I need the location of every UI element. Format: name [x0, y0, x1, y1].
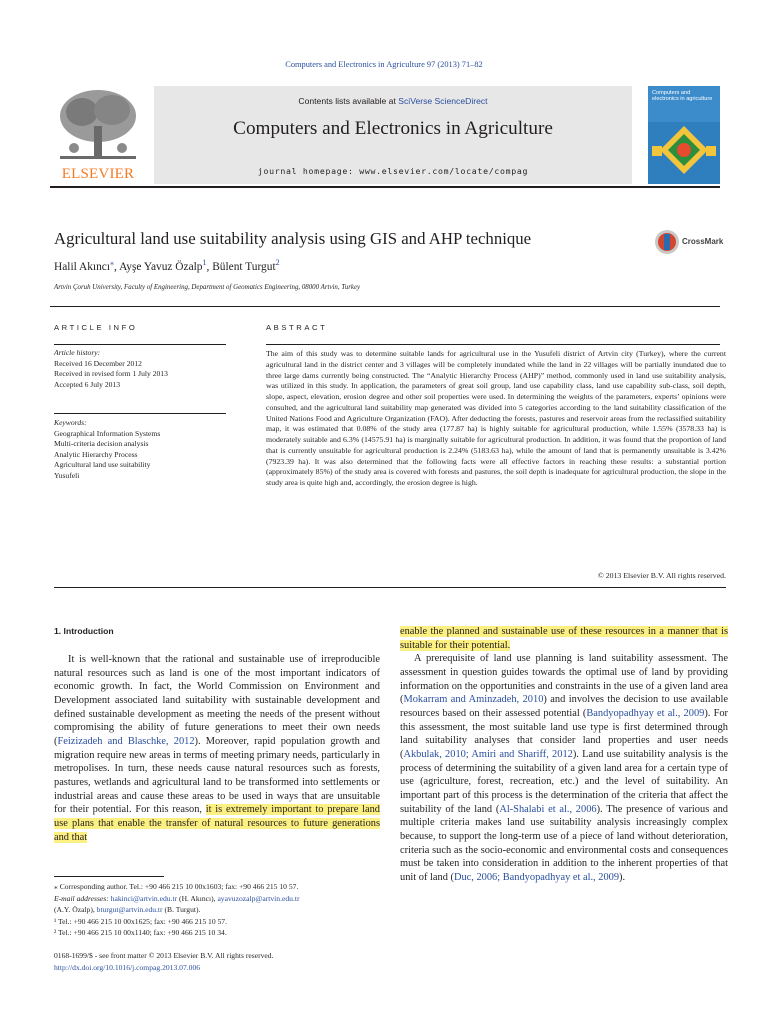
footnote-1: ¹ Tel.: +90 466 215 10 00x1625; fax: +90 466 215 10 57.: [54, 916, 228, 926]
history-label: Article history:: [54, 348, 101, 357]
author-mark[interactable]: 1: [202, 258, 207, 267]
crossmark-label: CrossMark: [682, 237, 724, 246]
journal-title: Computers and Electronics in Agriculture: [233, 118, 553, 139]
homepage-url[interactable]: www.elsevier.com/locate/compag: [359, 166, 529, 176]
author-name[interactable]: Bülent Turgut: [212, 260, 276, 273]
abstract-copyright: © 2013 Elsevier B.V. All rights reserved.: [597, 571, 726, 580]
body-text: ). Land use suitability analysis is the process of determining the suitability of a given land area for a certain type of use (agriculture, forest, recreation, etc.) and the level of suitability. An important part of this process is the determination of the criteria that affect the suitability of the land (: [400, 748, 728, 815]
sciencedirect-link[interactable]: SciVerse ScienceDirect: [398, 96, 488, 106]
citation-link[interactable]: Bandyopadhyay et al., 2009: [586, 707, 705, 719]
email-owner: (B. Turgut).: [162, 905, 201, 914]
keyword-item: Geographical Information Systems: [54, 428, 161, 438]
intro-left-column: [54, 653, 380, 844]
journal-homepage: [154, 166, 632, 176]
section-heading-introduction: 1. Introduction: [54, 626, 114, 636]
article-history: [54, 348, 228, 390]
highlighted-text[interactable]: it is extremely important to prepare land use plans that enable the transfer of natural resources to future generations and that: [54, 804, 380, 843]
history-item: Received 16 December 2012: [54, 358, 142, 368]
abstract-text: The aim of this study was to determine suitable lands for agricultural use in the Yusufeli district of Artvin city (Turkey), where the current agricultural land in the district center and 3 villages will be completely inundated while the land in 22 villages will be partially inundated due to three large dams currently being constructed. The “Analytic Hierarchy Process (AHP)” method, commonly used in land use suitability analysis, was utilized in this study. In application, the parameters of great soil group, land use capability class, land use capability sub-class, soil depth, slope, aspect, elevation, erosion degree and other soil properties were used. In determining the weights of the parameters, experts’ opinions were consulted, and the agricultural land suitability map generated was divided into 5 categories according to the land suitability classification of the United Nations Food and Agriculture Organization (FAO). After deducting the forests, pastures and reservoir areas from the reclassified suitability map, it was estimated that 0.08% of the study area (177.87 ha) is highly suitable for agricultural production, while 1.55% (3578.33 ha) is moderately suitable and 6.3% (14575.91 ha) is marginally suitable for agricultural production. In addition, it was found that the proportion of land that is currently unsuitable for agricultural production is 2.24% (5183.63 ha), while the amount of land that is permanently unsuitable is 3.42% (7923.39 ha). It was also determined that the following facts were all effective factors in reaching these results: a substantial portion (approximately 85%) of the study area is covered with forests and pastures, the soil depth is inadequate for agricultural production, the slope in the study area is quite high and, accordingly, the erosion degree is high.: [266, 349, 726, 487]
body-paragraph: [400, 652, 728, 884]
intro-right-column: [400, 625, 728, 884]
body-text: ). Moreover, rapid population growth and migration require new areas in terms of meeting primary needs, particularly in metropolises. In turn, these needs cause natural resources such as forests, pastures, wetlands and agricultural land to be transformed into settlements or industrial areas and cause these areas to be used in ways that are unsuitable for their potential. For this reason,: [54, 735, 380, 816]
abstract-bottom-rule: [54, 587, 726, 588]
author-mark[interactable]: ⁎: [110, 258, 114, 267]
contents-line: [154, 96, 632, 106]
body-text: ). For this assessment, the most suitable land use type is first determined through land suitability analyses that consider land properties and user needs (: [400, 707, 729, 760]
keyword-item: Multi-criteria decision analysis: [54, 439, 149, 449]
footnotes: [54, 881, 384, 939]
doi-link[interactable]: http://dx.doi.org/10.1016/j.compag.2013.07.006: [54, 962, 201, 972]
front-matter: [54, 950, 273, 973]
email-owner: (H. Akıncı),: [177, 893, 218, 903]
corresponding-author-note: ⁎ Corresponding author. Tel.: +90 466 215 10 00x1603; fax: +90 466 215 10 57.: [54, 882, 299, 891]
crossmark-badge[interactable]: [654, 229, 734, 257]
author-mark[interactable]: 2: [275, 258, 280, 267]
keyword-item: Analytic Hierarchy Process: [54, 449, 138, 459]
history-item: Accepted 6 July 2013: [54, 379, 121, 389]
citation-link[interactable]: Duc, 2006; Bandyopadhyay et al., 2009: [453, 871, 620, 883]
publisher-name: ELSEVIER: [61, 166, 135, 182]
body-text: ). The presence of various and multiple criteria makes land use suitability analysis increasingly complex because, to support the long-term use of a piece of land without deterioration, criteria such as the socio-economic and environmental costs and consequences must be taken into consideration in addition to the inherent properties of that unit of land (: [400, 803, 729, 883]
paper-title: Agricultural land use suitability analysis using GIS and AHP technique: [54, 229, 532, 248]
email-link[interactable]: bturgut@artvin.edu.tr: [96, 905, 163, 914]
keywords-label: Keywords:: [54, 418, 87, 427]
affiliation: Artvin Çoruh University, Faculty of Engineering, Department of Geomatics Engineering, 08000 Artvin, Turkey: [54, 284, 361, 291]
body-text: ) and involves the decision to use available resources based on their assessed potential (: [400, 694, 728, 719]
keyword-item: Agricultural land use suitability: [54, 460, 151, 470]
citation-link[interactable]: Feizizadeh and Blaschke, 2012: [57, 735, 195, 747]
author-name[interactable]: Halil Akıncı: [54, 260, 110, 273]
email-link[interactable]: ayavuzozalp@artvin.edu.tr: [217, 893, 300, 903]
journal-cover[interactable]: [648, 86, 720, 184]
header-rule: [50, 186, 720, 188]
cover-art-icon: [648, 86, 720, 184]
tree-icon: [50, 86, 146, 166]
email-label: E-mail addresses:: [54, 893, 111, 903]
article-info-heading: ARTICLE INFO: [54, 323, 138, 332]
issn-line: 0168-1699/$ - see front matter © 2013 Elsevier B.V. All rights reserved.: [54, 951, 274, 960]
citation-link[interactable]: Al-Shalabi et al., 2006: [499, 803, 597, 815]
crossmark-icon: [654, 229, 680, 255]
email-owner: (A.Y. Özalp),: [54, 905, 97, 914]
email-link[interactable]: hakinci@artvin.edu.tr: [110, 893, 178, 903]
email-note-cont: [54, 904, 384, 916]
citation-link[interactable]: Akbulak, 2010; Amiri and Shariff, 2012: [403, 748, 573, 760]
author-name[interactable]: Ayşe Yavuz Özalp: [119, 260, 203, 273]
journal-citation[interactable]: Computers and Electronics in Agriculture 97 (2013) 71–82: [285, 60, 483, 69]
footnote-rule: [54, 876, 164, 877]
contents-prefix: Contents lists available at: [298, 96, 399, 106]
email-note: [54, 893, 384, 905]
article-info-rule: [54, 344, 226, 345]
citation-link[interactable]: Mokarram and Aminzadeh, 2010: [403, 694, 544, 706]
keyword-item: Yusufeli: [54, 470, 80, 480]
body-text: It is well-known that the rational and sustainable use of irreproducible natural resources such as land is one of the most important indicators of economic growth. In fact, the World Commission on Environment and Development associated land suitability with sustainable development and defined sustainable development as meeting the needs of the present without compromising the ability of future generations to meet their own needs (: [54, 654, 380, 747]
footnote-2: ² Tel.: +90 466 215 10 00x1140; fax: +90 466 215 10 34.: [54, 928, 227, 937]
abstract-heading: ABSTRACT: [266, 323, 328, 332]
body-text: A prerequisite of land use planning is land suitability assessment. The assessment in question guides towards the optimal use of land by providing information on the opportunities and constraints in the use of a given land area (: [400, 653, 728, 706]
section-rule: [50, 306, 720, 307]
history-item: Received in revised form 1 July 2013: [54, 369, 168, 379]
body-text: ).: [619, 871, 626, 883]
cover-text: Computers and electronics in agriculture: [652, 90, 713, 102]
author-list: Halil Akıncı⁎, Ayşe Yavuz Özalp$^1$, Bülent Turgut$^2$: [54, 258, 280, 273]
abstract-rule: [266, 344, 720, 345]
highlighted-text[interactable]: enable the planned and sustainable use of these resources in a manner that is suitable for their potential.: [400, 626, 728, 651]
article-info-rule: [54, 413, 226, 414]
keywords: [54, 418, 228, 482]
homepage-prefix: journal homepage:: [257, 166, 360, 176]
